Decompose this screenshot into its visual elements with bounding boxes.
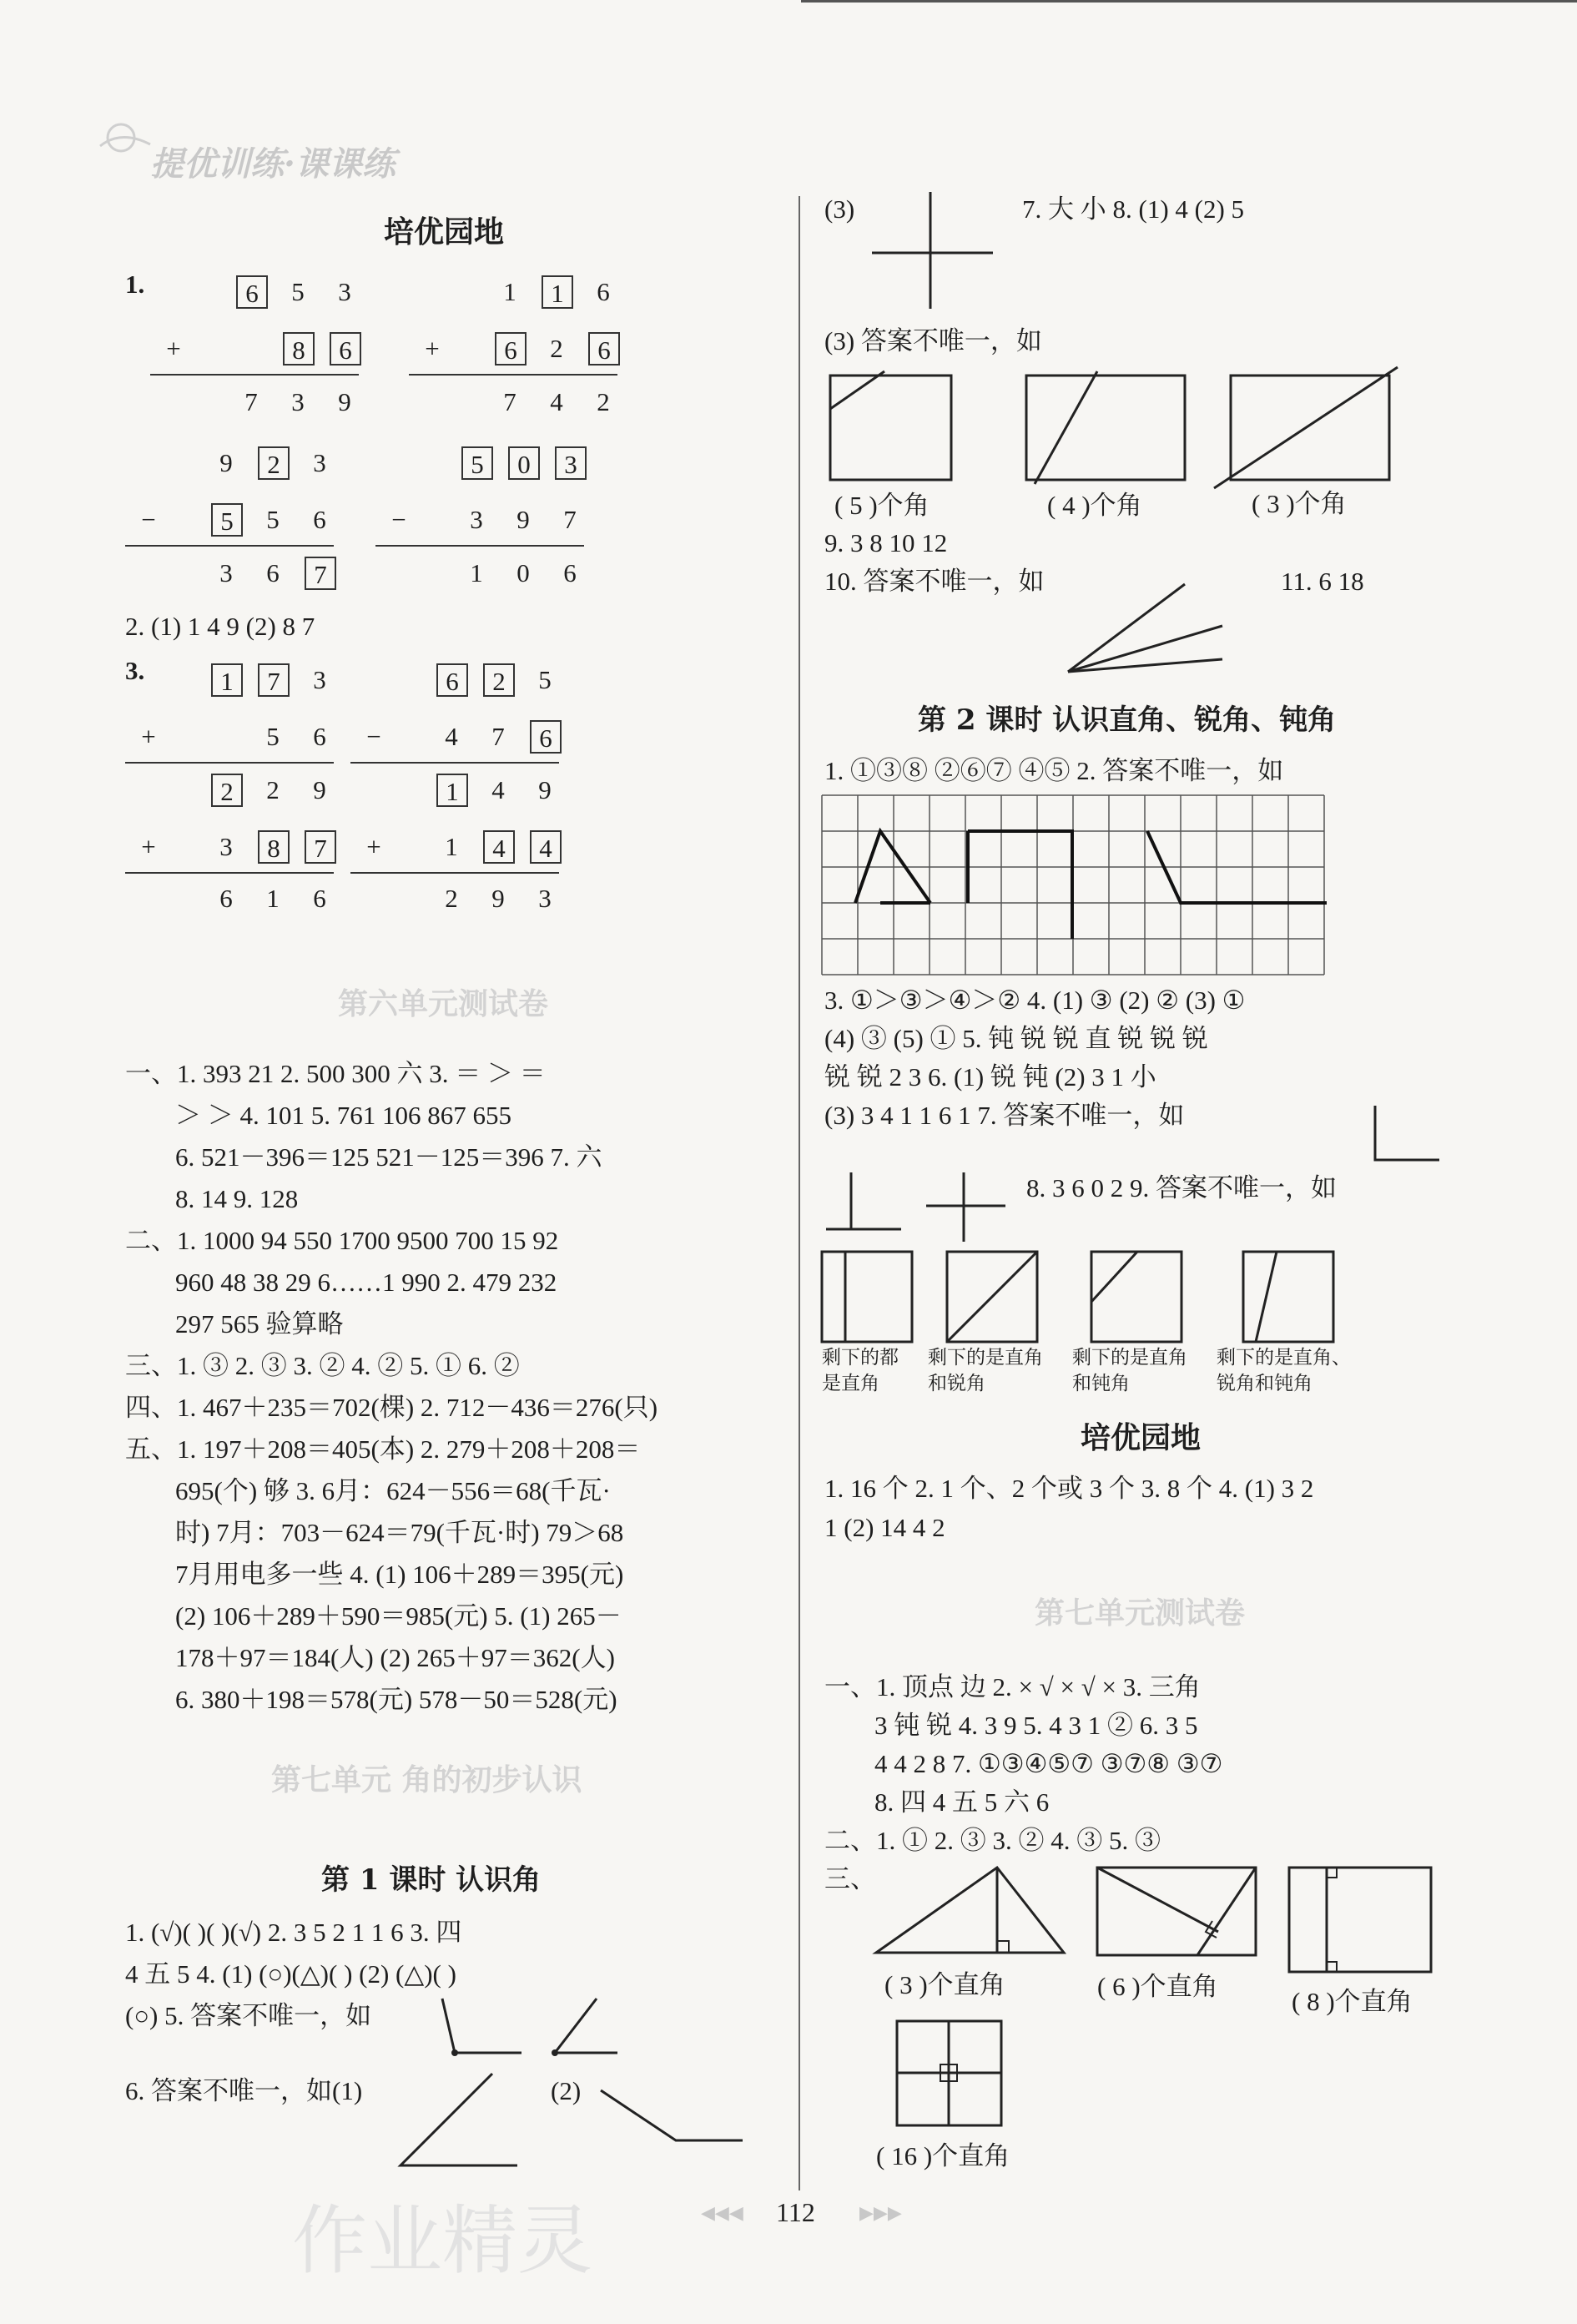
digit-cell: 4 bbox=[491, 775, 505, 804]
right-q7-q8: 7. 大 小 8. (1) 4 (2) 5 bbox=[1022, 194, 1245, 224]
digit-cell: 2 bbox=[445, 884, 458, 913]
digit-cell: 6 bbox=[530, 720, 562, 754]
digit-cell: 1 bbox=[445, 832, 458, 861]
shape-caption-2: ( 6 )个直角 bbox=[1097, 1972, 1218, 2001]
rect-caption-1: ( 5 )个角 bbox=[834, 491, 930, 520]
digit-cell bbox=[236, 332, 266, 365]
shape-caption-4: ( 16 )个直角 bbox=[876, 2141, 1010, 2170]
lesson2-q8-q9: 8. 3 6 0 2 9. 答案不唯一，如 bbox=[1026, 1173, 1337, 1202]
digit-cell: 2 bbox=[258, 446, 290, 480]
angle-figure-q6-1 bbox=[392, 2069, 526, 2170]
digit-cell: 3 bbox=[555, 446, 587, 480]
unit7-title: 第七单元 角的初步认识 bbox=[271, 1762, 582, 1797]
digit-cell: 9 bbox=[516, 505, 530, 534]
unit6-test-title: 第六单元测试卷 bbox=[338, 986, 549, 1021]
digit-cell: 9 bbox=[313, 775, 326, 804]
angle-figure-q5b bbox=[547, 1994, 622, 2061]
square-caption bbox=[1217, 1345, 1351, 1397]
digit-cell: 4 bbox=[483, 830, 515, 864]
digit-cell: 2 bbox=[211, 774, 243, 807]
operator-sign: − bbox=[141, 505, 156, 534]
t-shape-figure bbox=[822, 1164, 905, 1231]
section-title-peiyou: 培优园地 bbox=[384, 214, 505, 250]
caption-line: 和锐角 bbox=[928, 1373, 985, 1395]
right-q10: 10. 答案不唯一，如 bbox=[824, 567, 1045, 596]
square-cut-figures bbox=[822, 1248, 1423, 1348]
digit-cell: 8 bbox=[258, 830, 290, 864]
digit-cell: 8 bbox=[283, 332, 315, 365]
lesson2-q1: 1. ①③⑧ ②⑥⑦ ④⑤ 2. 答案不唯一，如 bbox=[824, 756, 1284, 785]
next-arrows-icon: ▶▶▶ bbox=[859, 2203, 902, 2224]
text-line: 3 钝 锐 4. 3 9 5. 4 3 1 ② 6. 3 5 bbox=[874, 1711, 1198, 1740]
digit-cell: 3 bbox=[313, 448, 326, 477]
digit-cell: 9 bbox=[538, 775, 552, 804]
question-6-2: (2) bbox=[551, 2076, 582, 2105]
square-caption bbox=[1072, 1345, 1187, 1397]
operator-sign: + bbox=[166, 334, 181, 363]
angle-figure-q6-2 bbox=[584, 2086, 751, 2161]
rect-caption-3: ( 3 )个角 bbox=[1252, 489, 1347, 518]
digit-cell: 2 bbox=[550, 334, 563, 363]
digit-cell: 7 bbox=[503, 387, 516, 416]
digit-cell: 6 bbox=[495, 332, 527, 365]
sum-line bbox=[375, 545, 584, 547]
digit-cell: 6 bbox=[563, 558, 577, 587]
digit-cell: 6 bbox=[588, 332, 620, 365]
sum-line bbox=[150, 374, 359, 376]
digit-cell: 4 bbox=[530, 830, 562, 864]
text-line: 四、1. 467＋235＝702(棵) 2. 712－436＝276(只) bbox=[125, 1393, 658, 1422]
text-line: 6. 380＋198＝578(元) 578－50＝528(元) bbox=[175, 1685, 617, 1714]
prev-arrows-icon: ◀◀◀ bbox=[701, 2203, 743, 2224]
digit-cell: 6 bbox=[313, 505, 326, 534]
sum-line bbox=[125, 872, 334, 874]
digit-cell: 7 bbox=[244, 387, 258, 416]
caption-line: 剩下的是直角 bbox=[928, 1347, 1043, 1369]
digit-cell: 7 bbox=[305, 557, 336, 590]
digit-cell: 2 bbox=[266, 775, 280, 804]
digit-cell: 2 bbox=[483, 663, 515, 697]
digit-cell: 5 bbox=[461, 446, 493, 480]
digit-cell: 9 bbox=[338, 387, 351, 416]
angle-figure-q5a bbox=[434, 1994, 526, 2061]
operator-sign: − bbox=[391, 505, 406, 534]
text-line: 二、1. ① 2. ③ 3. ② 4. ③ 5. ③ bbox=[824, 1826, 1161, 1855]
sum-line bbox=[409, 374, 617, 376]
digit-cell: 3 bbox=[470, 505, 483, 534]
digit-cell: 5 bbox=[291, 277, 305, 306]
operator-sign: + bbox=[425, 334, 440, 363]
shape-caption-3: ( 8 )个直角 bbox=[1292, 1987, 1413, 2016]
square-caption bbox=[822, 1345, 899, 1397]
caption-line: 剩下的是直角、 bbox=[1217, 1347, 1351, 1369]
question-3-label-right: 三、 bbox=[824, 1864, 876, 1893]
text-line: 297 565 验算略 bbox=[175, 1309, 344, 1338]
right-q3-answer: (3) 答案不唯一，如 bbox=[824, 326, 1042, 355]
text-line: (○) 5. 答案不唯一，如 bbox=[125, 2001, 372, 2030]
text-line: 8. 四 4 五 5 六 6 bbox=[874, 1787, 1050, 1817]
right-angle-example bbox=[1368, 1102, 1443, 1168]
sum-line bbox=[125, 762, 334, 764]
digit-cell: 6 bbox=[313, 722, 326, 751]
digit-cell: 4 bbox=[550, 387, 563, 416]
digit-cell: 1 bbox=[211, 663, 243, 697]
digit-cell: 3 bbox=[219, 558, 233, 587]
page-number: 112 bbox=[776, 2197, 815, 2227]
question-6: 6. 答案不唯一，如(1) bbox=[125, 2076, 363, 2105]
text-line: 1. 16 个 2. 1 个、2 个或 3 个 3. 8 个 4. (1) 3 2 bbox=[824, 1474, 1314, 1503]
question-3-label: 3. bbox=[125, 656, 145, 685]
lesson1-title: 第 1 课时 认识角 bbox=[321, 1863, 542, 1897]
digit-cell: 2 bbox=[597, 387, 610, 416]
text-line: 8. 14 9. 128 bbox=[175, 1184, 299, 1213]
digit-cell: 4 bbox=[445, 722, 458, 751]
digit-cell: 1 bbox=[542, 275, 573, 309]
digit-cell: 1 bbox=[503, 277, 516, 306]
digit-cell: 3 bbox=[338, 277, 351, 306]
digit-cell: 0 bbox=[516, 558, 530, 587]
text-line: 7月用电多一些 4. (1) 106＋289＝395(元) bbox=[175, 1560, 624, 1589]
digit-cell: 1 bbox=[470, 558, 483, 587]
operator-sign: + bbox=[141, 722, 156, 751]
caption-line: 锐角和钝角 bbox=[1217, 1373, 1312, 1395]
rectangle-figures bbox=[822, 367, 1398, 501]
digit-cell: 6 bbox=[219, 884, 233, 913]
text-line: (3) 3 4 1 1 6 1 7. 答案不唯一，如 bbox=[824, 1101, 1185, 1130]
sum-line bbox=[350, 762, 559, 764]
digit-cell: 3 bbox=[291, 387, 305, 416]
digit-cell: 5 bbox=[538, 665, 552, 694]
shape-caption-1: ( 3 )个直角 bbox=[884, 1970, 1005, 1999]
digit-cell: 3 bbox=[313, 665, 326, 694]
digit-cell: 0 bbox=[508, 446, 540, 480]
digit-cell: 1 bbox=[266, 884, 280, 913]
digit-cell: 9 bbox=[491, 884, 505, 913]
digit-cell: 3 bbox=[538, 884, 552, 913]
text-line: 一、1. 393 21 2. 500 300 六 3. ＝ ＞ ＝ bbox=[125, 1059, 546, 1088]
digit-cell: 7 bbox=[563, 505, 577, 534]
text-line: 4 五 5 4. (1) (○)(△)( ) (2) (△)( ) bbox=[125, 1959, 456, 1989]
digit-cell bbox=[211, 720, 241, 754]
perpendicular-cross-figure bbox=[868, 188, 1001, 313]
lesson2-title: 第 2 课时 认识直角、锐角、钝角 bbox=[918, 703, 1337, 737]
right-q3-top: (3) bbox=[824, 194, 855, 224]
rect-caption-2: ( 4 )个角 bbox=[1047, 491, 1142, 520]
operator-sign: − bbox=[366, 722, 381, 751]
text-line: 3. ①＞③＞④＞② 4. (1) ③ (2) ② (3) ① bbox=[824, 986, 1246, 1015]
sum-line bbox=[125, 545, 334, 547]
text-line: 锐 锐 2 3 6. (1) 锐 钝 (2) 3 1 小 bbox=[824, 1062, 1156, 1091]
digit-cell: 6 bbox=[266, 558, 280, 587]
grid-figure bbox=[822, 793, 1327, 976]
text-line: 五、1. 197＋208＝405(本) 2. 279＋208＋208＝ bbox=[125, 1434, 641, 1464]
digit-cell: 7 bbox=[491, 722, 505, 751]
operator-sign: + bbox=[141, 832, 156, 861]
caption-line: 和钝角 bbox=[1072, 1373, 1130, 1395]
digit-cell: 6 bbox=[436, 663, 468, 697]
digit-cell: 5 bbox=[211, 503, 243, 537]
square-caption bbox=[928, 1345, 1043, 1397]
caption-line: 剩下的是直角 bbox=[1072, 1347, 1187, 1369]
text-line: 三、1. ③ 2. ③ 3. ② 4. ② 5. ① 6. ② bbox=[125, 1351, 520, 1380]
right-q9: 9. 3 8 10 12 bbox=[824, 528, 948, 557]
digit-cell: 9 bbox=[219, 448, 233, 477]
text-line: 1. (√)( )( )(√) 2. 3 5 2 1 1 6 3. 四 bbox=[125, 1918, 462, 1947]
digit-cell: 5 bbox=[266, 722, 280, 751]
digit-cell: 5 bbox=[266, 505, 280, 534]
text-line: (2) 106＋289＋590＝985(元) 5. (1) 265－ bbox=[175, 1601, 622, 1631]
text-line: (4) ③ (5) ① 5. 钝 锐 锐 直 锐 锐 锐 bbox=[824, 1024, 1208, 1053]
text-line: 1 (2) 14 4 2 bbox=[824, 1513, 945, 1542]
sun-logo-icon bbox=[92, 113, 159, 163]
right-q11: 11. 6 18 bbox=[1281, 567, 1364, 596]
text-line: 178＋97＝184(人) (2) 265＋97＝362(人) bbox=[175, 1643, 615, 1672]
text-line: ＞ ＞ 4. 101 5. 761 106 867 655 bbox=[175, 1101, 511, 1130]
watermark-text: 作业精灵 bbox=[292, 2197, 592, 2285]
question-2: 2. (1) 1 4 9 (2) 8 7 bbox=[125, 612, 315, 641]
caption-line: 剩下的都 bbox=[822, 1347, 899, 1369]
text-line: 4 4 2 8 7. ①③④⑤⑦ ③⑦⑧ ③⑦ bbox=[874, 1749, 1223, 1778]
digit-cell: 6 bbox=[597, 277, 610, 306]
digit-cell: 7 bbox=[305, 830, 336, 864]
digit-cell: 1 bbox=[436, 774, 468, 807]
cross-figure bbox=[926, 1168, 1010, 1243]
caption-line: 是直角 bbox=[822, 1373, 879, 1395]
page-header: 提优训练·课课练 bbox=[150, 144, 396, 184]
text-line: 960 48 38 29 6……1 990 2. 479 232 bbox=[175, 1268, 557, 1297]
unit7-test-title: 第七单元测试卷 bbox=[1035, 1596, 1246, 1631]
digit-cell: 6 bbox=[313, 884, 326, 913]
text-line: 二、1. 1000 94 550 1700 9500 700 15 92 bbox=[125, 1226, 559, 1255]
digit-cell: 6 bbox=[236, 275, 268, 309]
text-line: 时) 7月：703－624＝79(千瓦·时) 79＞68 bbox=[175, 1518, 624, 1547]
sum-line bbox=[350, 872, 559, 874]
top-rule bbox=[801, 0, 1577, 3]
digit-cell: 3 bbox=[219, 832, 233, 861]
digit-cell: 7 bbox=[258, 663, 290, 697]
text-line: 一、1. 顶点 边 2. × √ × √ × 3. 三角 bbox=[824, 1672, 1201, 1701]
operator-sign: + bbox=[366, 832, 381, 861]
text-line: 695(个) 够 3. 6月：624－556＝68(千瓦· bbox=[175, 1476, 611, 1505]
question-1-label: 1. bbox=[125, 270, 145, 299]
column-divider bbox=[799, 196, 800, 2190]
section-title-peiyou-2: 培优园地 bbox=[1081, 1420, 1202, 1455]
text-line: 6. 521－396＝125 521－125＝396 7. 六 bbox=[175, 1142, 602, 1172]
angle-rays-figure bbox=[1060, 576, 1227, 680]
digit-cell: 6 bbox=[330, 332, 361, 365]
